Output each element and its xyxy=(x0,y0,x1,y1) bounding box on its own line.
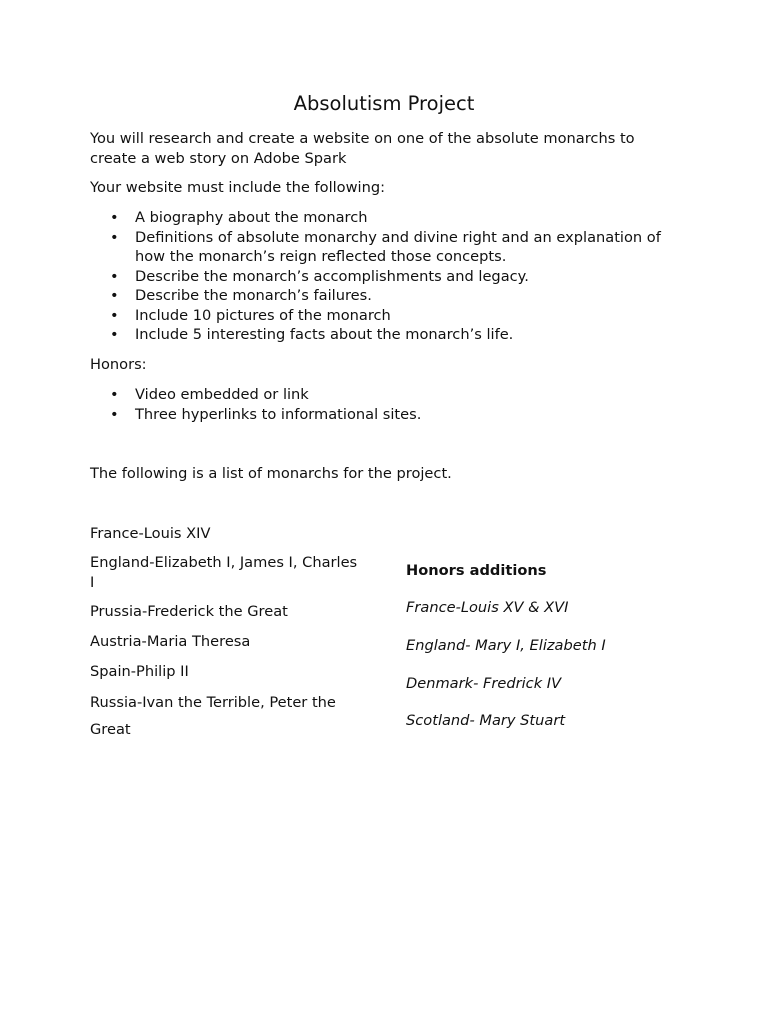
honors-addition-item: France-Louis XV & XVI xyxy=(406,599,569,616)
bullet-icon: • xyxy=(110,405,119,423)
requirement-text: Describe the monarch’s accomplishments and legacy. xyxy=(135,267,529,285)
bullet-icon: • xyxy=(110,326,119,343)
requirement-text: Include 10 pictures of the monarch xyxy=(135,306,391,324)
requirements-list xyxy=(90,208,690,345)
requirement-text: Definitions of absolute monarchy and divine right and an explanation of how the monarch’s reign reflected those concepts. xyxy=(135,228,661,265)
bullet-icon: • xyxy=(110,287,119,304)
honors-item-text: Video embedded or link xyxy=(135,386,309,403)
list-item xyxy=(90,228,690,267)
monarch-item: Russia-Ivan the Terrible, Peter the Great xyxy=(90,694,336,738)
honors-addition-item: Scotland- Mary Stuart xyxy=(406,712,566,729)
honors-list xyxy=(90,385,690,424)
list-item xyxy=(90,267,690,287)
honors-addition-item: Denmark- Fredrick IV xyxy=(406,675,562,692)
honors-item-text: Three hyperlinks to informational sites. xyxy=(135,405,422,423)
list-item xyxy=(90,325,690,345)
list-intro: The following is a list of monarchs for the project. xyxy=(90,465,452,482)
page-title: Absolutism Project xyxy=(293,92,475,115)
monarch-item: France-Louis XIV xyxy=(90,525,211,542)
honors-addition-item: England- Mary I, Elizabeth I xyxy=(406,637,606,654)
list-item xyxy=(90,208,690,228)
bullet-icon: • xyxy=(110,228,119,246)
honors-additions-heading: Honors additions xyxy=(406,562,547,579)
requirement-text: Include 5 interesting facts about the monarch’s life. xyxy=(135,326,514,343)
bullet-icon: • xyxy=(110,306,119,324)
bullet-icon: • xyxy=(110,209,119,226)
monarch-item: Spain-Philip II xyxy=(90,663,189,680)
requirement-text: Describe the monarch’s failures. xyxy=(135,287,372,304)
list-item xyxy=(90,405,690,425)
monarch-item: Austria-Maria Theresa xyxy=(90,633,251,650)
list-item xyxy=(90,385,690,405)
requirement-text: A biography about the monarch xyxy=(135,209,368,226)
bullet-icon: • xyxy=(110,267,119,285)
intro-paragraph: You will research and create a website on one of the absolute monarchs to create a web story on Adobe Spark xyxy=(90,130,635,167)
monarch-item: England-Elizabeth I, James I, Charles I xyxy=(90,554,358,591)
list-item xyxy=(90,286,690,306)
bullet-icon: • xyxy=(110,386,119,403)
monarch-item: Prussia-Frederick the Great xyxy=(90,603,288,620)
honors-heading: Honors: xyxy=(90,356,147,373)
requirements-heading: Your website must include the following: xyxy=(90,179,386,196)
list-item xyxy=(90,306,690,326)
